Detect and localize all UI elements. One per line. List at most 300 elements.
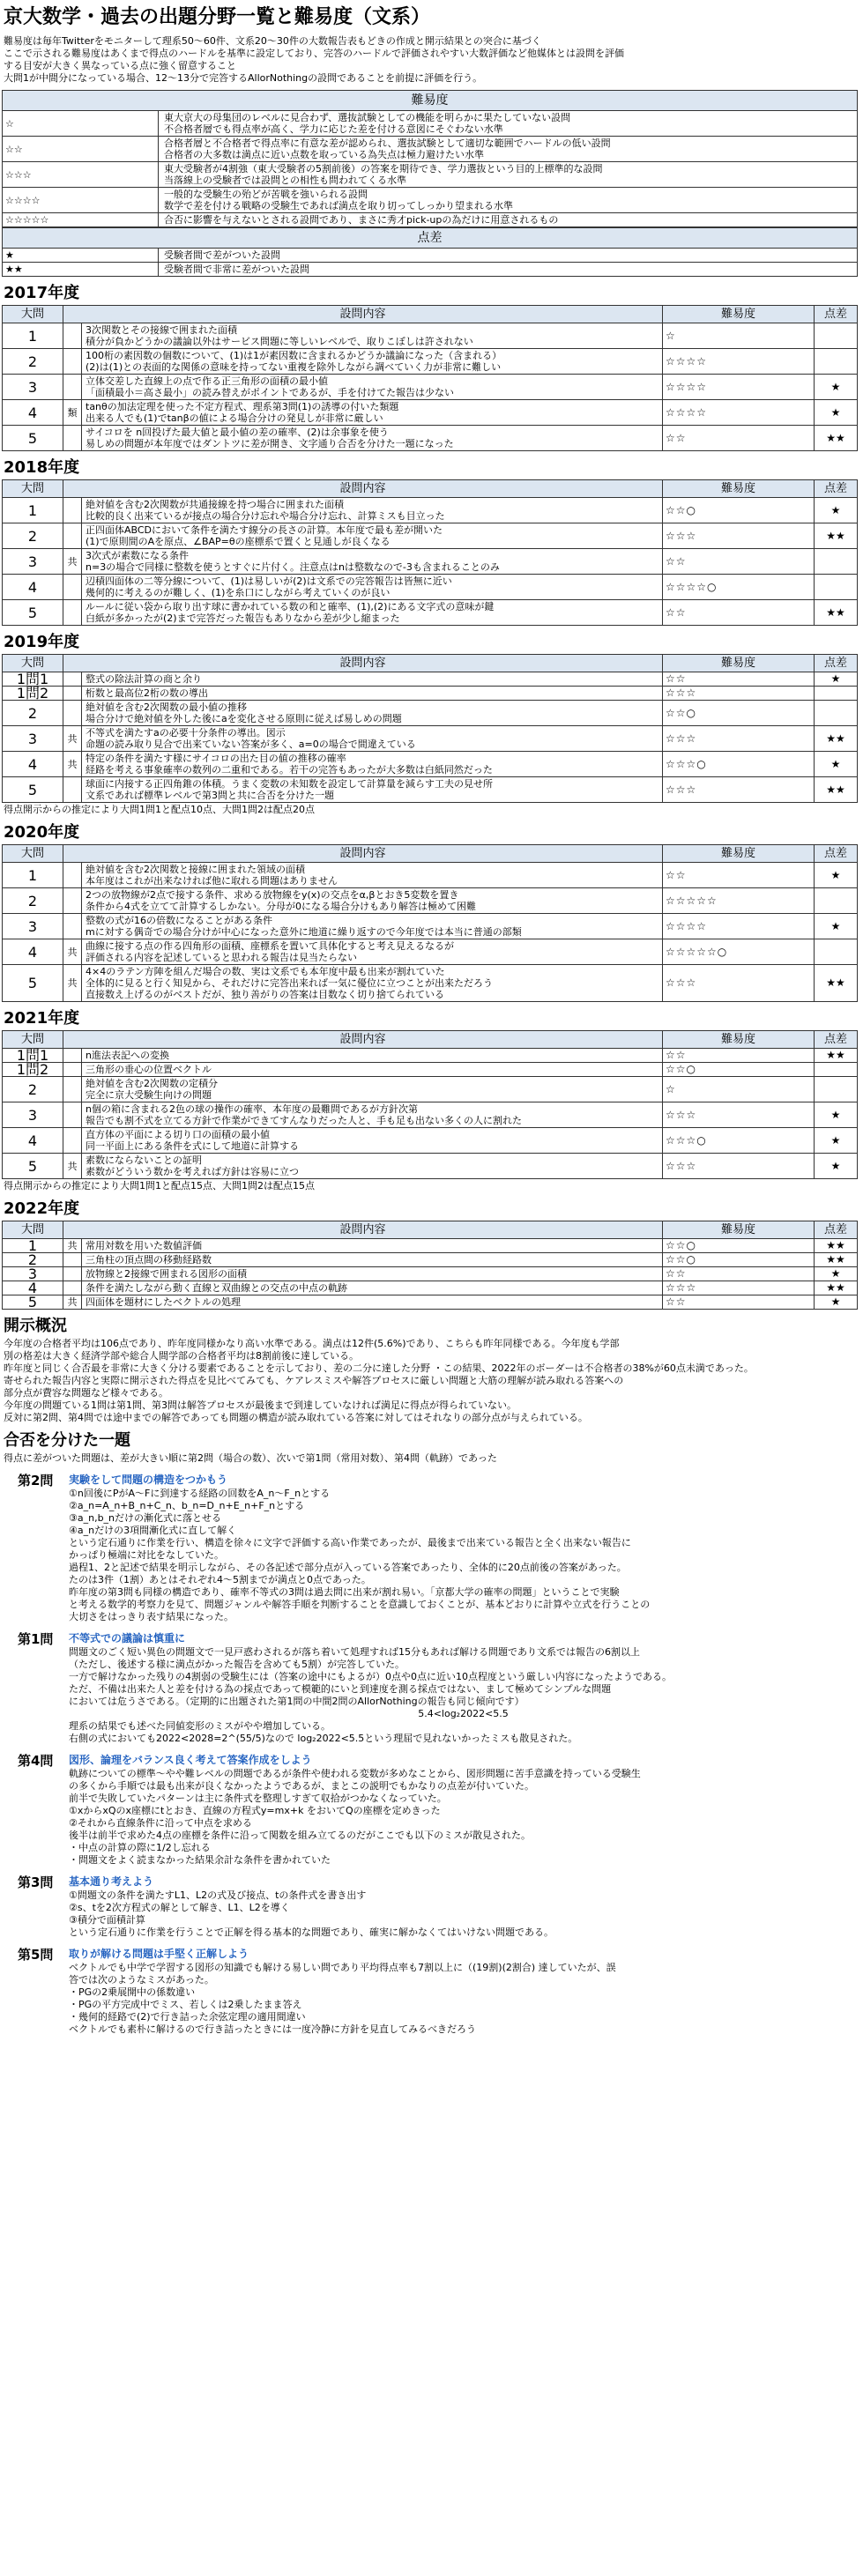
problem-text: という定石通りに作業を行い、構造を徐々に文字で評価する高い作業であったが、最後まで出来ている報告と全く出来ない報告に (69, 1537, 631, 1548)
common-mark (63, 1128, 82, 1154)
disclosure-line: 今年度の問題ている1問は第1問、第3問は解答プロセスが最後まで到達していなければ満足に得点が得られていない。 (4, 1399, 517, 1411)
question-content (82, 426, 663, 451)
content-line: 直方体の平面による切り口の面積の最小値 (86, 1129, 270, 1140)
question-number: 3 (3, 914, 63, 939)
year-table (2, 479, 858, 626)
content-line: 文系であれば標準レベルで第3問と共に合否を分けた一題 (86, 790, 334, 801)
difficulty-rating: ☆☆ (663, 1295, 815, 1310)
content-line: 経路を考える事象確率の数列の二重和である。若干の完答もあったが大多数は白紙同然だった (86, 764, 493, 776)
question-content (82, 914, 663, 939)
content-line: 条件から4式を立てて計算するしかない。分母が0になる場合分けもあり解答は極めて困難 (86, 901, 476, 912)
content-line: 3次式が素数になる条件 (86, 550, 189, 561)
difficulty-description (159, 137, 858, 162)
problem-section (2, 1946, 858, 2036)
difficulty-rating: ☆☆ (663, 426, 815, 451)
difficulty-line: 東大京大の母集団のレベルに見合わず、選抜試験としての機能を明らかに果たしていない設問 (164, 112, 571, 123)
col-header-content: 設問内容 (63, 655, 663, 672)
points-rating: ★ (815, 752, 858, 777)
points-rows (3, 249, 858, 277)
problem-section (2, 1472, 858, 1623)
year-table (2, 844, 858, 1002)
question-content (82, 575, 663, 600)
col-header-difficulty: 難易度 (663, 306, 815, 323)
question-number: 3 (3, 1267, 63, 1281)
points-rating: ★ (815, 1128, 858, 1154)
question-row (3, 777, 858, 803)
year-heading: 2019年度 (4, 633, 80, 651)
question-content (82, 965, 663, 1002)
year-table-header (3, 1221, 858, 1239)
intro-line: ここで示される難易度はあくまで得点のハードルを基準に設定しており、完答のハードルで評価されやすい大数評価など他媒体とは設問を評価 (4, 48, 624, 59)
problem-sections (2, 1472, 858, 2036)
question-content (82, 701, 663, 726)
points-rating: ★★ (815, 965, 858, 1002)
question-row (3, 701, 858, 726)
common-mark (63, 426, 82, 451)
question-row (3, 1295, 858, 1310)
content-line: tanθの加法定理を使った不定方程式、理系第3問(1)の誘導の付いた類題 (86, 401, 399, 412)
intro-line: 難易度は毎年Twitterをモニターして理系50～60件、文系20～30件の大数報告表もどきの作成と開示結果との突合に基づく (4, 35, 541, 47)
disclosure-line: 昨年度と同じく合否最を非常に大きく分ける要素であることを示しており、差の二分に達した分野 ・この結果、2022年のボーダーは不合格者の38%が60点未満であった。 (4, 1362, 754, 1374)
question-content (82, 726, 663, 752)
points-rating: ★★ (815, 777, 858, 803)
difficulty-description (159, 111, 858, 137)
problem-section (2, 1630, 858, 1745)
col-header-question: 大問 (3, 480, 63, 498)
note-2019: 得点開示からの推定により大問1問1と配点10点、大問1問2は配点20点 (4, 804, 315, 815)
question-content (82, 549, 663, 575)
difficulty-line: 一般的な受験生の殆どが苦戦を強いられる設問 (164, 189, 368, 200)
question-content (82, 1049, 663, 1063)
col-header-content: 設問内容 (63, 480, 663, 498)
points-rating: ★ (815, 375, 858, 400)
problem-text: ①xからxQのx座標にtとおき、直線の方程式y=mx+k をおいてQの座標を定めきった (69, 1805, 441, 1816)
points-rating: ★★ (815, 426, 858, 451)
difficulty-line: 当落線上の受験者では設問との相性も問われてくる水準 (164, 174, 406, 186)
difficulty-line: 数学で差を付ける戦略の受験生であれば満点を取り切ってしっかり望まれる水準 (164, 200, 513, 212)
common-mark: 共 (63, 752, 82, 777)
question-row (3, 1049, 858, 1063)
question-number: 1 (3, 863, 63, 888)
points-header: 点差 (3, 228, 858, 249)
content-line: 不等式を満たすaの必要十分条件の導出。図示 (86, 727, 286, 739)
common-mark: 共 (63, 1239, 82, 1253)
difficulty-row (3, 213, 858, 227)
difficulty-rating: ☆☆☆☆☆ (663, 888, 815, 914)
question-content (82, 687, 663, 701)
common-mark (63, 914, 82, 939)
content-line: 整式の除法計算の商と余り (86, 673, 202, 685)
problem-body (69, 1946, 858, 2036)
problem-title: 図形、論理をバランス良く考えて答案作成をしよう (69, 1754, 312, 1766)
problem-text: ②s、tを2次方程式の解として解き、L1、L2を導く (69, 1902, 290, 1913)
problem-text: ③a_n,b_nだけの漸化式に落とせる (69, 1512, 222, 1524)
col-header-points: 点差 (815, 306, 858, 323)
points-rating: ★★ (815, 1049, 858, 1063)
content-line: 直接数え上げるのがベストだが、独り善がりの答案は目数なく切り捨てられている (86, 989, 444, 1000)
points-rating: ★★ (815, 1253, 858, 1267)
points-rating: ★★ (815, 523, 858, 549)
problem-text: かっぱり極端に対比をなしていた。 (69, 1549, 224, 1561)
problem-section (2, 1874, 858, 1939)
content-line: 「面積最小＝高さ最小」の読み替えがポイントであるが、手を付けてた報告は少ない (86, 387, 454, 398)
content-line: 比較的良く出来ているが接点の場合分け忘れや場合分け忘れ、計算ミスも目立った (86, 510, 445, 522)
question-row (3, 939, 858, 965)
content-line: n=3の場合で同様に整数を使うとすぐに片付く。注意点はnは整数なので-3も含まれることのみ (86, 561, 500, 573)
common-mark (63, 701, 82, 726)
year-table-header (3, 845, 858, 863)
problem-text: ・PGの2乗展開中の係数違い (69, 1986, 196, 1998)
problem-text: という定石通りに作業を行うことで正解を得る基本的な問題であり、確実に解かなくてはいけない問題である。 (69, 1926, 554, 1938)
difficulty-description (159, 162, 858, 188)
difficulty-rating: ☆☆○ (663, 498, 815, 523)
points-symbol: ★★ (3, 263, 159, 277)
question-number: 1 (3, 498, 63, 523)
problem-title: 取りが解ける問題は手堅く正解しよう (69, 1948, 249, 1960)
problem-text: 大切さをはっきり表す結果になった。 (69, 1611, 234, 1622)
difficulty-rating: ☆☆☆☆☆○ (663, 939, 815, 965)
col-header-question: 大問 (3, 655, 63, 672)
problem-text: 問題文のごく短い異色の問題文で一見戸惑わされるが落ち着いて処理すれば15分もあれば解ける問題であり文系では報告の6割以上 (69, 1646, 640, 1658)
common-mark (63, 600, 82, 626)
difficulty-rating: ☆☆ (663, 1267, 815, 1281)
points-rating: ★ (815, 1295, 858, 1310)
question-row (3, 498, 858, 523)
problem-text: 答では次のようなミスがあった。 (69, 1974, 214, 1986)
question-number: 1問1 (3, 672, 63, 687)
content-line: 四面体を題材にしたベクトルの処理 (86, 1296, 241, 1308)
problem-body (69, 1874, 858, 1939)
col-header-question: 大問 (3, 306, 63, 323)
content-line: 素数がどういう数かを考えれば方針は容易に立つ (86, 1166, 299, 1177)
difficulty-rating: ☆☆☆ (663, 1102, 815, 1128)
problem-header (2, 1946, 858, 2036)
problem-text: 5.4<log₂2022<5.5 (418, 1708, 509, 1719)
content-line: サイコロを n回投げた最大値と最小値の差の確率、(2)は余事象を使う (86, 427, 389, 438)
disclosure-heading: 開示概況 (4, 1317, 67, 1335)
year-table (2, 654, 858, 803)
question-row (3, 575, 858, 600)
points-rating (815, 349, 858, 375)
content-line: 出来る人でも(1)でtanβの値による場合分けの発見しが非常に厳しい (86, 412, 383, 424)
col-header-difficulty: 難易度 (663, 1221, 815, 1239)
common-mark: 共 (63, 1154, 82, 1179)
col-header-content: 設問内容 (63, 845, 663, 863)
points-rating: ★ (815, 1267, 858, 1281)
content-line: 場合分けで絶対値を外した後にaを変化させる原則に従えば易しめの問題 (86, 713, 402, 724)
points-rating: ★★ (815, 600, 858, 626)
year-heading: 2018年度 (4, 458, 80, 477)
points-rating (815, 888, 858, 914)
points-rating (815, 323, 858, 349)
difficulty-rating: ☆☆☆☆ (663, 914, 815, 939)
difficulty-rating: ☆☆☆☆ (663, 349, 815, 375)
difficulty-rating: ☆☆☆ (663, 726, 815, 752)
difficulty-header: 難易度 (3, 91, 858, 111)
difficulty-rating: ☆☆☆○ (663, 752, 815, 777)
question-number: 1問1 (3, 1049, 63, 1063)
difficulty-row (3, 111, 858, 137)
question-content (82, 1154, 663, 1179)
question-number: 4 (3, 1128, 63, 1154)
difficulty-legend (2, 90, 858, 227)
question-row (3, 523, 858, 549)
problem-text: ・PGの平方完成中でミス、若しくは2乗したまま答え (69, 1999, 302, 2010)
content-line: 整数の式が16の倍数になることがある条件 (86, 915, 272, 926)
common-mark: 共 (63, 939, 82, 965)
content-line: 桁数と最高位2桁の数の導出 (86, 687, 208, 699)
difficulty-rating: ☆☆ (663, 600, 815, 626)
points-rating (815, 939, 858, 965)
content-line: 幾何的に考えるのが難しく、(1)を糸口にしながら考えていくのが良い (86, 587, 391, 598)
question-number: 3 (3, 549, 63, 575)
question-number: 3 (3, 726, 63, 752)
points-rating: ★ (815, 400, 858, 426)
col-header-content: 設問内容 (63, 1221, 663, 1239)
common-mark (63, 1267, 82, 1281)
question-number: 5 (3, 600, 63, 626)
question-row (3, 1239, 858, 1253)
disclosure-line: 部分点が費容な問題など様々である。 (4, 1387, 168, 1399)
page-title: 京大数学・過去の出題分野一覧と難易度（文系） (4, 6, 431, 28)
question-number: 2 (3, 1253, 63, 1267)
content-line: 絶対値を含む2次関数の最小値の推移 (86, 702, 247, 713)
problem-text: ただ、不備は出来た人と差を付ける為の採点であって模範的にいと到達度を測る採点ではない、まして極めてシンプルな問題 (69, 1683, 612, 1695)
problem-text: ・幾何的経路で(2)で行き詰った余弦定理の適用間違い (69, 2011, 306, 2023)
problem-text: ベクトルでも素朴に解けるので行き詰ったときには一度冷静に方針を見直してみるべきだろう (69, 2023, 476, 2035)
col-header-question: 大問 (3, 1031, 63, 1049)
split-intro: 得点に差がついた問題は、差が大きい順に第2問（場合の数）、次いで第1問（常用対数）、第4問（軌跡）であった (4, 1452, 497, 1464)
difficulty-row (3, 188, 858, 213)
question-number: 4 (3, 575, 63, 600)
common-mark (63, 1281, 82, 1295)
content-line: ルールに従い袋から取り出す球に書かれている数の和と確率、(1),(2)にある文字式の意味が鍵 (86, 601, 495, 612)
col-header-points: 点差 (815, 1031, 858, 1049)
difficulty-description (159, 188, 858, 213)
problem-title: 基本通り考えよう (69, 1875, 154, 1888)
problem-body (69, 1630, 858, 1745)
problem-header (2, 1752, 858, 1867)
question-row (3, 549, 858, 575)
common-mark (63, 323, 82, 349)
difficulty-rating: ☆☆○ (663, 1063, 815, 1077)
col-header-question: 大問 (3, 1221, 63, 1239)
question-content (82, 523, 663, 549)
problem-header (2, 1630, 858, 1745)
difficulty-symbol: ☆☆☆ (3, 162, 159, 188)
difficulty-rating: ☆☆☆☆ (663, 375, 815, 400)
question-number: 2 (3, 349, 63, 375)
points-description: 受験者間で差がついた設問 (159, 249, 858, 263)
split-heading: 合否を分けた一題 (4, 1431, 130, 1450)
disclosure-body (2, 1338, 858, 1424)
question-number: 4 (3, 1281, 63, 1295)
col-header-difficulty: 難易度 (663, 480, 815, 498)
problem-text: ①問題文の条件を満たすL1、L2の式及び接点、tの条件式を書き出す (69, 1889, 367, 1901)
common-mark (63, 375, 82, 400)
question-row (3, 888, 858, 914)
year-table-header (3, 306, 858, 323)
question-number: 3 (3, 1102, 63, 1128)
difficulty-rating: ☆☆ (663, 1049, 815, 1063)
question-number: 4 (3, 752, 63, 777)
content-line: 100桁の素因数の個数について、(1)は1が素因数に含まれるかどうか議論になった（含まれる） (86, 350, 502, 361)
question-row (3, 1253, 858, 1267)
question-content (82, 1253, 663, 1267)
intro (2, 35, 858, 85)
common-mark (63, 1049, 82, 1063)
question-content (82, 939, 663, 965)
question-number: 5 (3, 1154, 63, 1179)
content-line: n個の箱に含まれる2色の球の操作の確率、本年度の最難問であるが方針次第 (86, 1103, 418, 1115)
difficulty-rating: ☆☆☆ (663, 523, 815, 549)
question-number: 1 (3, 1239, 63, 1253)
points-rating (815, 687, 858, 701)
points-rating: ★ (815, 863, 858, 888)
problem-text: 後半は前半で求めた4点の座標を条件に沿って関数を組み立てるのだがここでも以下のミスが散見された。 (69, 1830, 531, 1841)
difficulty-line: 不合格者層でも得点率が高く、学力に応じた差を付ける意図にそぐわない水準 (164, 123, 503, 135)
points-rating (815, 1063, 858, 1077)
points-rating (815, 1077, 858, 1102)
difficulty-rating: ☆☆ (663, 549, 815, 575)
problem-text: ②それから直線条件に沿って中点を求める (69, 1817, 252, 1829)
problem-text: と考える数学的考察力を見て、問題ジャンルや解答手順を判断することを意識しておくことが、基本どおりに計算や立式を行うことの (69, 1599, 651, 1610)
points-rating (815, 549, 858, 575)
year-heading: 2017年度 (4, 284, 80, 302)
col-header-points: 点差 (815, 845, 858, 863)
common-mark (63, 523, 82, 549)
year-table-header (3, 1031, 858, 1049)
content-line: 特定の条件を満たす様にサイコロの出た目の値の推移の確率 (86, 753, 346, 764)
common-mark (63, 888, 82, 914)
points-rating (815, 701, 858, 726)
difficulty-symbol: ☆ (3, 111, 159, 137)
problem-title: 実験をして問題の構造をつかもう (69, 1474, 228, 1486)
difficulty-rating: ☆☆☆ (663, 1281, 815, 1295)
question-number: 3 (3, 375, 63, 400)
question-row (3, 752, 858, 777)
problem-text: ④a_nだけの3項間漸化式に直して解く (69, 1525, 237, 1536)
content-line: 報告でも割不式を立てる方針で作業ができてすんなりだった人と、手も足も出ない多くの人に割れた (86, 1115, 522, 1126)
problem-text: （ただし、後述する様に満点がかった報告を含めても5割）が完答していた。 (69, 1659, 405, 1670)
content-line: 三角形の垂心の位置ベクトル (86, 1064, 212, 1075)
year-heading: 2022年度 (4, 1199, 80, 1218)
year-table-header (3, 655, 858, 672)
question-row (3, 672, 858, 687)
common-mark: 類 (63, 400, 82, 426)
question-row (3, 1281, 858, 1295)
points-row (3, 249, 858, 263)
content-line: (2)は(1)との表面的な関係の意味を持ってない重複を除外しながら調べていく力が非常に難しい (86, 361, 502, 373)
question-row (3, 323, 858, 349)
common-mark (63, 1063, 82, 1077)
points-rating: ★ (815, 672, 858, 687)
question-number: 5 (3, 965, 63, 1002)
disclosure-line: 反対に第2問、第4問では途中までの解答であっても問題の構造が読み取れている答案に対してはそれなりの部分点が与えられている。 (4, 1412, 588, 1423)
problem-header (2, 1472, 858, 1623)
question-row (3, 1128, 858, 1154)
content-line: 曲線に接する点の作る四角形の面積、座標系を置いて具体化すると考え見えるなるが (86, 940, 454, 952)
problem-number: 第5問 (18, 1947, 54, 1963)
year-table-header (3, 480, 858, 498)
question-row (3, 349, 858, 375)
common-mark: 共 (63, 726, 82, 752)
col-header-points: 点差 (815, 480, 858, 498)
intro-line: する目安が大きく異なっている点に強く留意すること (4, 60, 236, 71)
difficulty-rating: ☆☆☆ (663, 1154, 815, 1179)
common-mark (63, 863, 82, 888)
question-row (3, 1154, 858, 1179)
difficulty-rating: ☆☆○ (663, 701, 815, 726)
problem-text: ②a_n=A_n+B_n+C_n、b_n=D_n+E_n+F_nとする (69, 1500, 305, 1511)
content-line: 辺積四面体の二等分線について、(1)は易しいが(2)は文系での完答報告は皆無に近い (86, 575, 452, 587)
question-number: 2 (3, 701, 63, 726)
question-number: 1問2 (3, 687, 63, 701)
difficulty-rating: ☆☆☆ (663, 687, 815, 701)
difficulty-rating: ☆☆☆○ (663, 1128, 815, 1154)
points-row (3, 263, 858, 277)
year-table (2, 1030, 858, 1179)
difficulty-line: 東大受験者が4割強（東大受験者の5割前後）の答案を期待でき、学力選抜という目的上標準的な設問 (164, 163, 603, 174)
question-row (3, 863, 858, 888)
content-line: 3次関数とその接線で囲まれた面積 (86, 324, 237, 336)
content-line: 易しめの問題が本年度ではダントツに差が開き、文字通り合否を分けた一題になった (86, 438, 454, 449)
difficulty-rating: ☆☆○ (663, 1253, 815, 1267)
disclosure-line: 今年度の合格者平均は106点であり、昨年度同様かなり高い水準である。満点は12件(5.6%)であり、こちらも昨年同様である。今年度も学部 (4, 1338, 620, 1349)
question-content (82, 1267, 663, 1281)
content-line: 絶対値を含む2次関数と接線に囲まれた領域の面積 (86, 864, 305, 875)
question-number: 1問2 (3, 1063, 63, 1077)
common-mark (63, 1253, 82, 1267)
problem-text: ・問題文をよく読まなかった結果余計な条件を書かれていた (69, 1854, 331, 1866)
col-header-difficulty: 難易度 (663, 1031, 815, 1049)
question-content (82, 1281, 663, 1295)
problem-text: ・中点の計算の際に1/2し忘れる (69, 1842, 211, 1853)
question-content (82, 888, 663, 914)
problem-body (69, 1472, 858, 1623)
year-sections-3 (2, 1199, 858, 1310)
problem-number: 第1問 (18, 1631, 54, 1647)
content-line: 積分が負かどうかの議論以外はサービス問題に等しいレベルで、取りこぼしは許されない (86, 336, 473, 347)
question-number: 2 (3, 888, 63, 914)
common-mark (63, 349, 82, 375)
points-rating: ★★ (815, 1281, 858, 1295)
problem-text: の多くから手順では最も出来が良くなかったようであるが、まとこの説明でもかなりの点差が付いていた。 (69, 1780, 534, 1792)
question-number: 2 (3, 523, 63, 549)
question-number: 1 (3, 323, 63, 349)
question-row (3, 687, 858, 701)
content-line: 全体的に見ると行く知見から、それだけに完答出来れば一気に優位に立つことが出来ただろう (86, 977, 493, 989)
content-line: 放物線と2接線で囲まれる図形の面積 (86, 1268, 247, 1280)
problem-text: ①n回後にPがA～Fに到達する経路の回数をA_n～F_nとする (69, 1488, 331, 1499)
points-rating: ★ (815, 1102, 858, 1128)
question-row (3, 400, 858, 426)
intro-line: 大問1が中間分になっている場合、12～13分で完答するAllorNothingの設問であることを前提に評価を行う。 (4, 72, 483, 84)
content-line: n進法表記への変換 (86, 1050, 169, 1061)
points-rating: ★★ (815, 726, 858, 752)
problem-text: 前半で失敗していたパターンは主に条件式を整理しすぎて収拾がつかなくなっていた。 (69, 1793, 447, 1804)
points-rating: ★★ (815, 1239, 858, 1253)
content-line: 常用対数を用いた数値評価 (86, 1240, 202, 1251)
question-content (82, 498, 663, 523)
problem-text: 一方で解けなかった残りの4割弱の受験生には（答案の途中にもよるが）0点や0点に近い10点程度という厳しい内容になったようである。 (69, 1671, 672, 1682)
year-heading: 2021年度 (4, 1009, 80, 1028)
question-number: 2 (3, 1077, 63, 1102)
question-row (3, 1267, 858, 1281)
difficulty-rating: ☆☆ (663, 863, 815, 888)
content-line: mに対する偶奇での場合分けが中心になった意外に地道に繰り返すので今年度では本当に普通の部類 (86, 926, 522, 938)
question-row (3, 965, 858, 1002)
